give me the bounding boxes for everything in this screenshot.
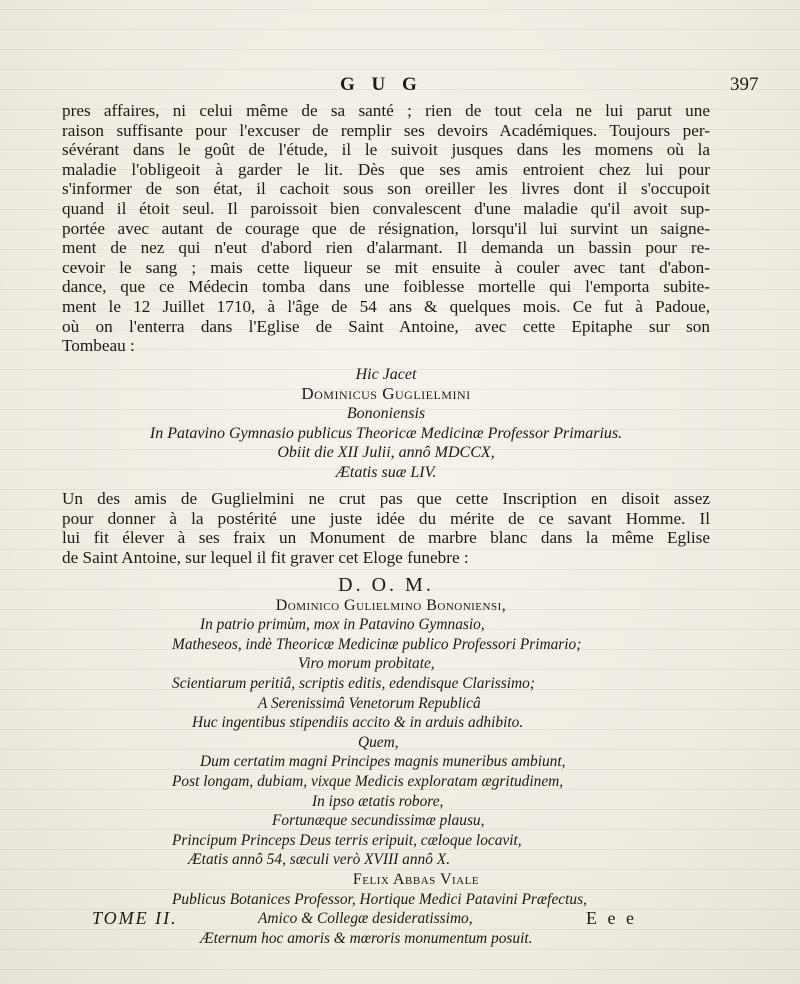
epitaph-name: Dominicus Guglielmini: [301, 384, 471, 404]
text-line: sévérant dans le goût de l'étude, il le suivoit jusques dans les momens où la: [62, 140, 710, 160]
text-line: pres affaires, ni celui même de sa santé ; rien de tout cela ne lui parut une: [62, 101, 710, 120]
eloge-line: Ætatis annô 54, sæculi verò XVIII annô X.: [188, 851, 451, 869]
paragraph-2: [62, 489, 710, 567]
epitaph-aetatis: Ætatis suæ LIV.: [335, 463, 437, 481]
page-number: 397: [730, 74, 759, 95]
text-line: cevoir le sang ; mais cette liqueur se mit ensuite à couler avec tant d'abon-: [62, 257, 710, 277]
eloge-line: Principum Princeps Deus terris eripuit, cæloque locavit,: [172, 831, 522, 849]
page-footer: [0, 908, 800, 934]
text-line: quand il étoit seul. Il paroissoit bien convalescent d'une maladie qu'il avoit sup-: [62, 198, 710, 218]
signature-mark: E e e: [586, 908, 637, 928]
epitaph: [62, 365, 710, 483]
text-line: Un des amis de Guglielmini ne crut pas que cette Inscription en disoit assez: [62, 489, 710, 509]
eloge-line: Huc ingentibus stipendiis accito & in arduis adhibito.: [192, 714, 524, 732]
eloge-line: A Serenissimâ Venetorum Republicâ: [258, 694, 481, 712]
text-line: maladie l'obligeoit à garder le lit. Dès que ses amis entroient chez lui pour: [62, 159, 710, 179]
eloge-line: Viro morum probitate,: [298, 655, 435, 673]
text-line: Tombeau :: [62, 336, 135, 356]
epitaph-office: In Patavino Gymnasio publicus Theoricæ Medicinæ Professor Primarius.: [149, 424, 623, 442]
eloge-closing-line: Æternum hoc amoris & mœroris monumentum posuit.: [200, 929, 533, 947]
page-header: [0, 74, 800, 98]
eloge-line: In patrio primùm, mox in Patavino Gymnasio,: [200, 616, 485, 634]
text-line: s'informer de son état, il cachoit sous son oreiller les livres dont il s'occupoit: [62, 179, 710, 199]
eloge-line: Matheseos, indè Theoricæ Medicinæ publico Professori Primario;: [172, 635, 582, 653]
eloge-dedication: Dominico Gulielmino Bononiensi,: [275, 596, 507, 614]
eloge-line: In ipso ætatis robore,: [312, 792, 444, 810]
eloge-closing-line: Publicus Botanices Professor, Hortique Medici Patavini Præfectus,: [172, 890, 587, 908]
eloge-closing-line: Amico & Collegæ desideratissimo,: [258, 910, 473, 928]
text-line: lui fit élever à ses fraix un Monument de marbre blanc dans la même Eglise: [62, 528, 710, 548]
eloge-line: Post longam, dubiam, vixque Medicis exploratam ægritudinem,: [172, 773, 564, 790]
body-text: [62, 101, 710, 948]
text-line: où on l'enterra dans l'Eglise de Saint Antoine, avec cette Epitaphe sur son: [62, 316, 710, 336]
text-line: ment de nez qui n'eut d'abord rien d'alarmant. Il demanda un bassin pour re-: [62, 238, 710, 258]
epitaph-obiit: Obiit die XII Julii, annô MDCCX,: [277, 444, 495, 462]
eloge-line: Fortunæque secundissimæ plausu,: [272, 812, 485, 830]
eloge-funebre: [62, 574, 710, 949]
eloge-author: Felix Abbas Viale: [352, 870, 480, 888]
text-line: de Saint Antoine, sur lequel il fit graver cet Eloge funebre :: [62, 548, 469, 568]
epitaph-hic-jacet: Hic Jacet: [355, 365, 417, 383]
running-head: G U G: [340, 74, 423, 95]
epitaph-origin: Bononiensis: [346, 404, 426, 422]
eloge-dom: D. O. M.: [338, 573, 434, 596]
paragraph-1: [62, 101, 710, 356]
volume-label: TOME II.: [92, 908, 178, 928]
text-line: pour donner à la postérité une juste idée du mérite de ce savant Homme. Il: [62, 508, 710, 528]
text-line: raison suffisante pour l'excuser de remplir ses devoirs Académiques. Toujours per-: [62, 120, 710, 140]
eloge-line: Quem,: [358, 733, 399, 751]
text-line: portée avec autant de courage que de résignation, lorsqu'il lui survint un saigne-: [62, 218, 710, 238]
eloge-line: Scientiarum peritiâ, scriptis editis, edendisque Clarissimo;: [172, 675, 535, 693]
eloge-line: Dum certatim magni Principes magnis muneribus ambiunt,: [200, 753, 566, 771]
text-line: dance, que ce Médecin tomba dans une foiblesse mortelle qui l'emporta subite-: [62, 277, 710, 297]
text-line: ment le 12 Juillet 1710, à l'âge de 54 ans & quelques mois. Ce fut à Padoue,: [62, 296, 710, 316]
